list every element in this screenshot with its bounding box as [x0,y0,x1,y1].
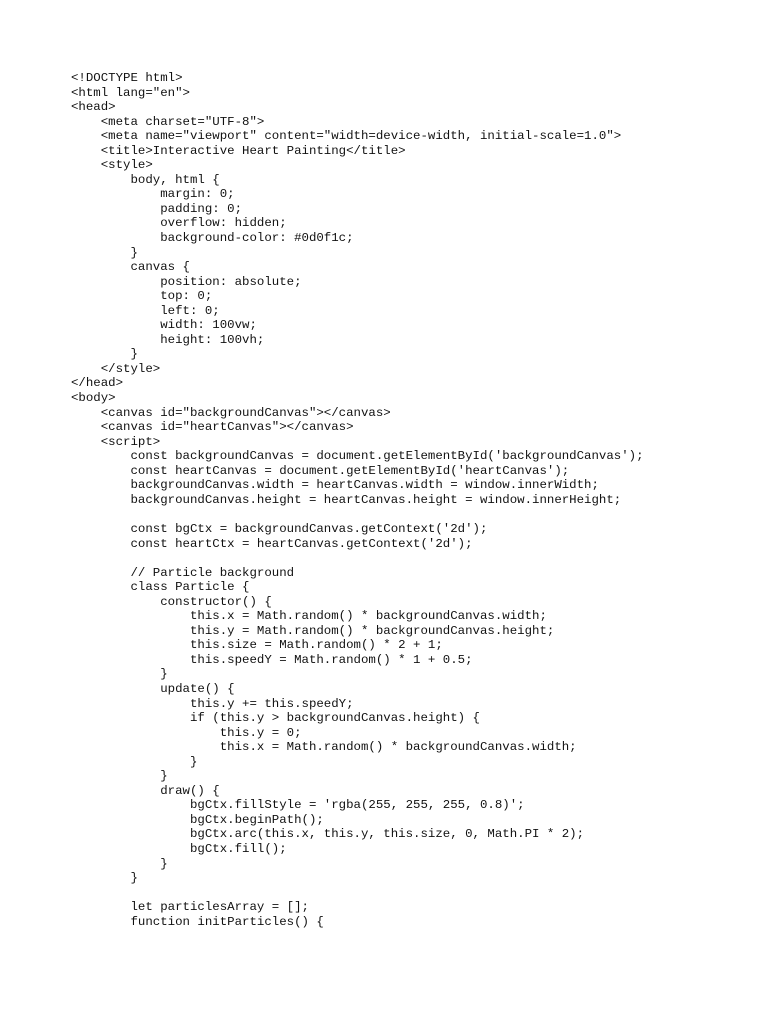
code-line: bgCtx.fillStyle = 'rgba(255, 255, 255, 0.8)'; [71,798,525,813]
code-line: update() { [71,681,235,696]
code-line: <script> [71,434,161,449]
code-line: const heartCanvas = document.getElementById('heartCanvas'); [71,463,570,478]
code-line: overflow: hidden; [71,216,287,231]
code-line [71,507,644,522]
code-line: <style> [71,158,153,173]
code-line [71,886,644,901]
code-line: function initParticles() { [71,914,324,929]
code-line: <meta name="viewport" content="width=device-width, initial-scale=1.0"> [71,129,622,144]
code-line: height: 100vh; [71,332,265,347]
code-line: width: 100vw; [71,318,257,333]
code-line: background-color: #0d0f1c; [71,231,354,246]
code-line: </head> [71,376,124,391]
code-line: this.y += this.speedY; [71,696,354,711]
code-line: margin: 0; [71,187,235,202]
code-line: backgroundCanvas.width = heartCanvas.width = window.innerWidth; [71,478,599,493]
code-line: bgCtx.fill(); [71,841,287,856]
code-line: const heartCtx = heartCanvas.getContext('2d'); [71,536,473,551]
code-line: position: absolute; [71,274,302,289]
code-line: } [71,347,138,362]
code-line: } [71,871,138,886]
code-line: <canvas id="backgroundCanvas"></canvas> [71,405,391,420]
code-line: body, html { [71,172,220,187]
code-line: <head> [71,100,116,115]
code-line: bgCtx.arc(this.x, this.y, this.size, 0, Math.PI * 2); [71,827,585,842]
code-line: if (this.y > backgroundCanvas.height) { [71,711,480,726]
code-line: bgCtx.beginPath(); [71,812,324,827]
code-line: constructor() { [71,594,272,609]
code-line: } [71,245,138,260]
code-line: } [71,769,168,784]
code-line: draw() { [71,783,220,798]
code-listing [71,71,644,929]
code-line [71,551,644,566]
code-line: <canvas id="heartCanvas"></canvas> [71,420,354,435]
code-line: // Particle background [71,565,295,580]
code-line: this.speedY = Math.random() * 1 + 0.5; [71,652,473,667]
code-line: this.x = Math.random() * backgroundCanvas.width; [71,609,547,624]
code-line: } [71,856,168,871]
code-line: <meta charset="UTF-8"> [71,114,265,129]
code-line: const bgCtx = backgroundCanvas.getContext('2d'); [71,521,488,536]
code-line: <title>Interactive Heart Painting</title> [71,143,406,158]
code-line: <!DOCTYPE html> [71,71,183,85]
code-line: </style> [71,361,161,376]
code-line: } [71,667,168,682]
code-line: class Particle { [71,580,250,595]
code-line: const backgroundCanvas = document.getElementById('backgroundCanvas'); [71,449,644,464]
code-line: top: 0; [71,289,213,304]
code-line: } [71,754,198,769]
code-line: let particlesArray = []; [71,900,309,915]
code-line: <html lang="en"> [71,85,190,100]
code-line: this.size = Math.random() * 2 + 1; [71,638,443,653]
code-line: this.y = Math.random() * backgroundCanvas.height; [71,623,555,638]
code-line: <body> [71,391,116,406]
code-line: left: 0; [71,303,220,318]
code-line: backgroundCanvas.height = heartCanvas.height = window.innerHeight; [71,492,622,507]
code-line: this.x = Math.random() * backgroundCanvas.width; [71,740,577,755]
code-line: this.y = 0; [71,725,302,740]
code-line: canvas { [71,260,190,275]
code-line: padding: 0; [71,201,243,216]
